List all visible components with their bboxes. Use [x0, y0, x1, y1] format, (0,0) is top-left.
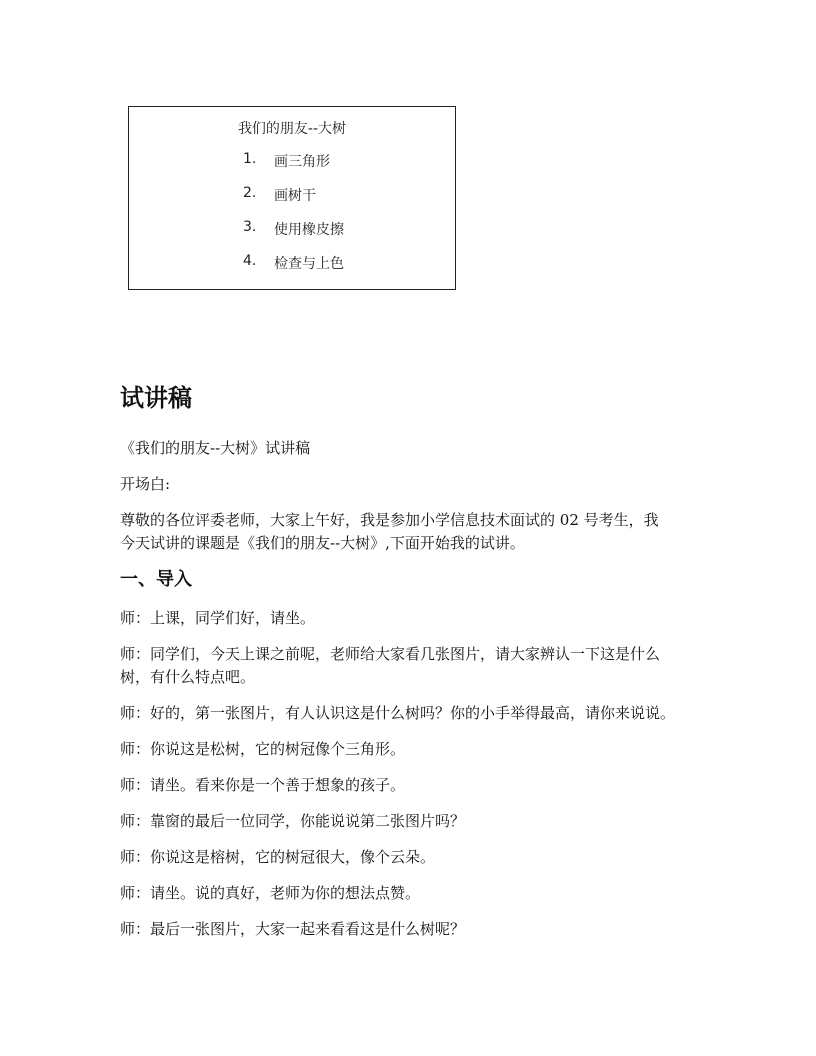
step-number: 3. — [243, 219, 257, 235]
document-subtitle: 《我们的朋友--大树》试讲稿 — [120, 439, 311, 457]
step-item — [129, 185, 455, 219]
dialogue-line: 师：你说这是榕树，它的树冠很大，像个云朵。 — [120, 848, 436, 866]
step-text: 使用橡皮擦 — [274, 222, 344, 238]
document-title: 试讲稿 — [120, 384, 192, 412]
step-text: 画树干 — [274, 188, 316, 204]
slide-title: 我们的朋友--大树 — [237, 121, 347, 137]
dialogue-line: 师：最后一张图片，大家一起来看看这是什么树呢？ — [120, 920, 466, 938]
dialogue-line: 师：上课，同学们好，请坐。 — [120, 609, 316, 627]
dialogue-line: 师：靠窗的最后一位同学，你能说说第二张图片吗？ — [120, 812, 466, 830]
step-text: 检查与上色 — [274, 256, 344, 272]
dialogue-line: 树，有什么特点吧。 — [120, 668, 256, 686]
document-body — [120, 380, 720, 941]
step-number: 2. — [243, 185, 257, 201]
section-heading: 一、导入 — [120, 569, 192, 590]
step-text: 画三角形 — [274, 154, 330, 170]
dialogue-line: 师：你说这是松树，它的树冠像个三角形。 — [120, 740, 406, 758]
opening-paragraph-line: 今天试讲的课题是《我们的朋友--大树》,下面开始我的试讲。 — [120, 534, 525, 552]
step-item — [129, 151, 455, 185]
step-number: 4. — [243, 253, 257, 269]
opening-paragraph-line: 尊敬的各位评委老师，大家上午好，我是参加小学信息技术面试的 02 号考生，我 — [120, 511, 659, 529]
lesson-slide-box — [128, 106, 456, 290]
step-item — [129, 219, 455, 253]
step-item — [129, 253, 455, 287]
dialogue-line: 师：请坐。看来你是一个善于想象的孩子。 — [120, 776, 406, 794]
dialogue-line: 师：好的，第一张图片，有人认识这是什么树吗？你的小手举得最高，请你来说说。 — [120, 704, 676, 722]
step-number: 1. — [243, 151, 257, 167]
steps-list — [129, 151, 455, 287]
dialogue-line: 师：同学们，今天上课之前呢，老师给大家看几张图片，请大家辨认一下这是什么 — [120, 645, 661, 663]
dialogue-line: 师：请坐。说的真好，老师为你的想法点赞。 — [120, 884, 421, 902]
opening-label: 开场白: — [120, 475, 171, 493]
